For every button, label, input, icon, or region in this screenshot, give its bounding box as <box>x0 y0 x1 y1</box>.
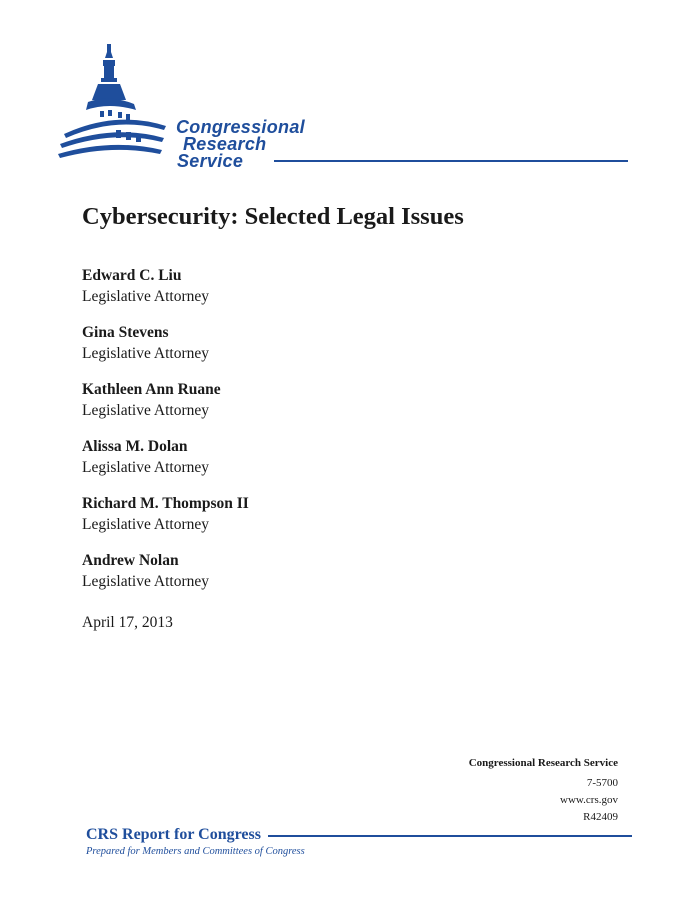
author-item <box>82 494 249 551</box>
author-item <box>82 323 249 380</box>
author-item <box>82 266 249 323</box>
author-role: Legislative Attorney <box>82 516 209 533</box>
crs-logo <box>56 38 656 178</box>
author-name: Richard M. Thompson II <box>82 495 249 512</box>
author-name: Gina Stevens <box>82 324 169 341</box>
crs-info <box>469 755 618 826</box>
author-role: Legislative Attorney <box>82 573 209 590</box>
author-name: Kathleen Ann Ruane <box>82 381 221 398</box>
author-name: Andrew Nolan <box>82 552 179 569</box>
crs-phone: 7-5700 <box>586 777 618 789</box>
crs-org-name: Congressional Research Service <box>468 757 618 769</box>
author-item <box>82 437 249 494</box>
author-role: Legislative Attorney <box>82 402 209 419</box>
crs-report-subtitle: Prepared for Members and Committees of Congress <box>86 846 305 857</box>
crs-report-number: R42409 <box>583 811 618 823</box>
crs-report-title: CRS Report for Congress <box>86 826 261 843</box>
logo-text-service: Service <box>177 151 244 171</box>
crs-website[interactable]: www.crs.gov <box>560 794 618 806</box>
logo-text-research: Research <box>183 134 267 154</box>
logo-text-congressional: Congressional <box>176 117 305 137</box>
author-name: Edward C. Liu <box>82 267 182 284</box>
page-title: Cybersecurity: Selected Legal Issues <box>82 203 464 230</box>
capitol-dome-icon <box>56 38 196 173</box>
author-role: Legislative Attorney <box>82 288 209 305</box>
author-role: Legislative Attorney <box>82 345 209 362</box>
author-item <box>82 551 249 608</box>
author-name: Alissa M. Dolan <box>82 438 188 455</box>
author-item <box>82 380 249 437</box>
report-date: April 17, 2013 <box>82 614 173 631</box>
footer-rule <box>268 835 632 837</box>
author-list <box>82 266 249 608</box>
logo-rule <box>274 160 628 162</box>
author-role: Legislative Attorney <box>82 459 209 476</box>
